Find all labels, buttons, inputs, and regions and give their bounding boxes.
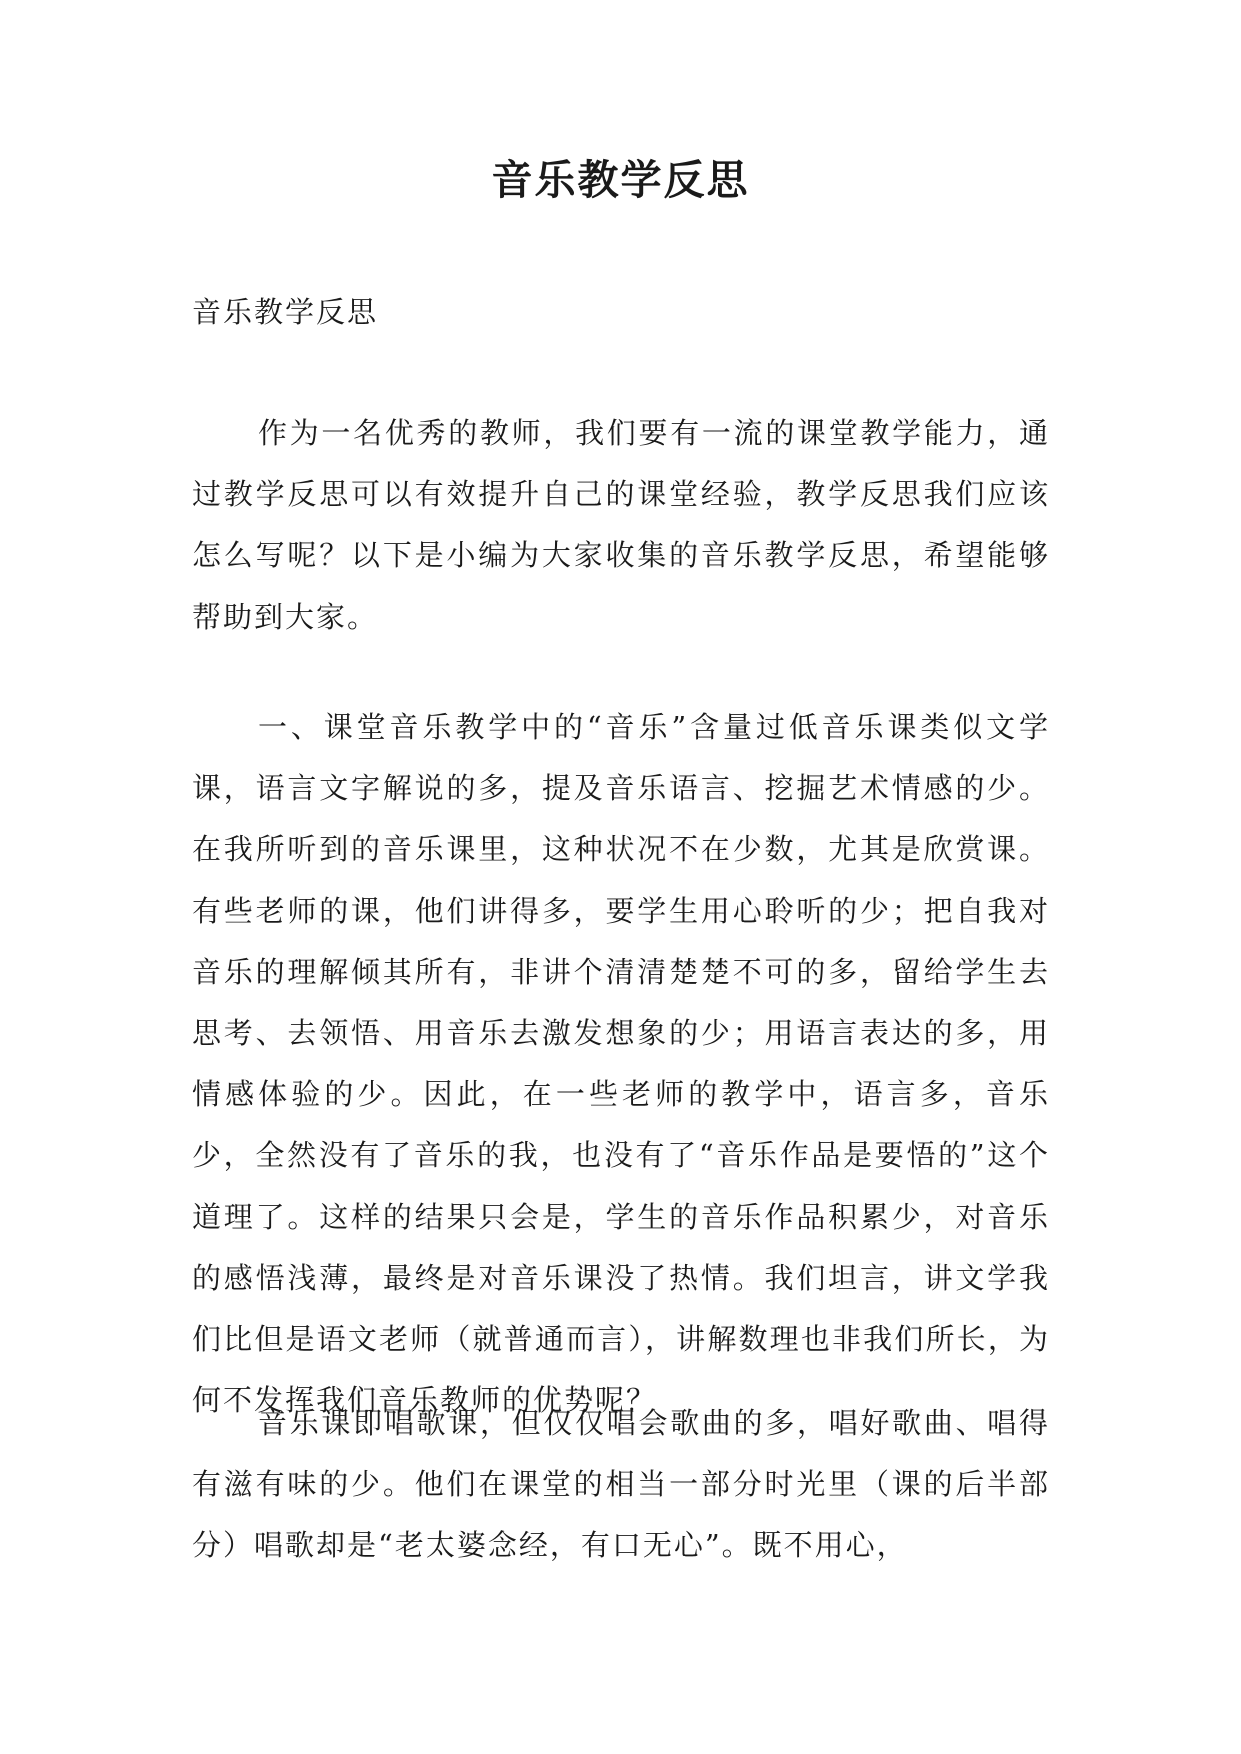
paragraph-singing-class: 音乐课即唱歌课，但仅仅唱会歌曲的多，唱好歌曲、唱得有滋有味的少。他们在课堂的相当一部分时光里（课的后半部分）唱歌却是“老太婆念经，有口无心”。既不用心，	[192, 1406, 1050, 1563]
document-title: 音乐教学反思	[491, 156, 750, 204]
document-subheading: 音乐教学反思	[192, 295, 379, 329]
paragraph-intro: 作为一名优秀的教师，我们要有一流的课堂教学能力，通过教学反思可以有效提升自己的课堂经验，教学反思我们应该怎么写呢？以下是小编为大家收集的音乐教学反思，希望能够帮助到大家。	[192, 416, 1050, 634]
paragraph-section-one: 一、课堂音乐教学中的“音乐”含量过低音乐课类似文学课，语言文字解说的多，提及音乐语言、挖掘艺术情感的少。在我所听到的音乐课里，这种状况不在少数，尤其是欣赏课。有些老师的课，他们讲得多，要学生用心聆听的少；把自我对音乐的理解倾其所有，非讲个清清楚楚不可的多，留给学生去思考、去领悟、用音乐去激发想象的少；用语言表达的多，用情感体验的少。因此，在一些老师的教学中，语言多，音乐少，全然没有了音乐的我，也没有了“音乐作品是要悟的”这个道理了。这样的结果只会是，学生的音乐作品积累少，对音乐的感悟浅薄，最终是对音乐课没了热情。我们坦言，讲文学我们比但是语文老师（就普通而言），讲解数理也非我们所长，为何不发挥我们音乐教师的优势呢？	[192, 710, 1050, 1418]
